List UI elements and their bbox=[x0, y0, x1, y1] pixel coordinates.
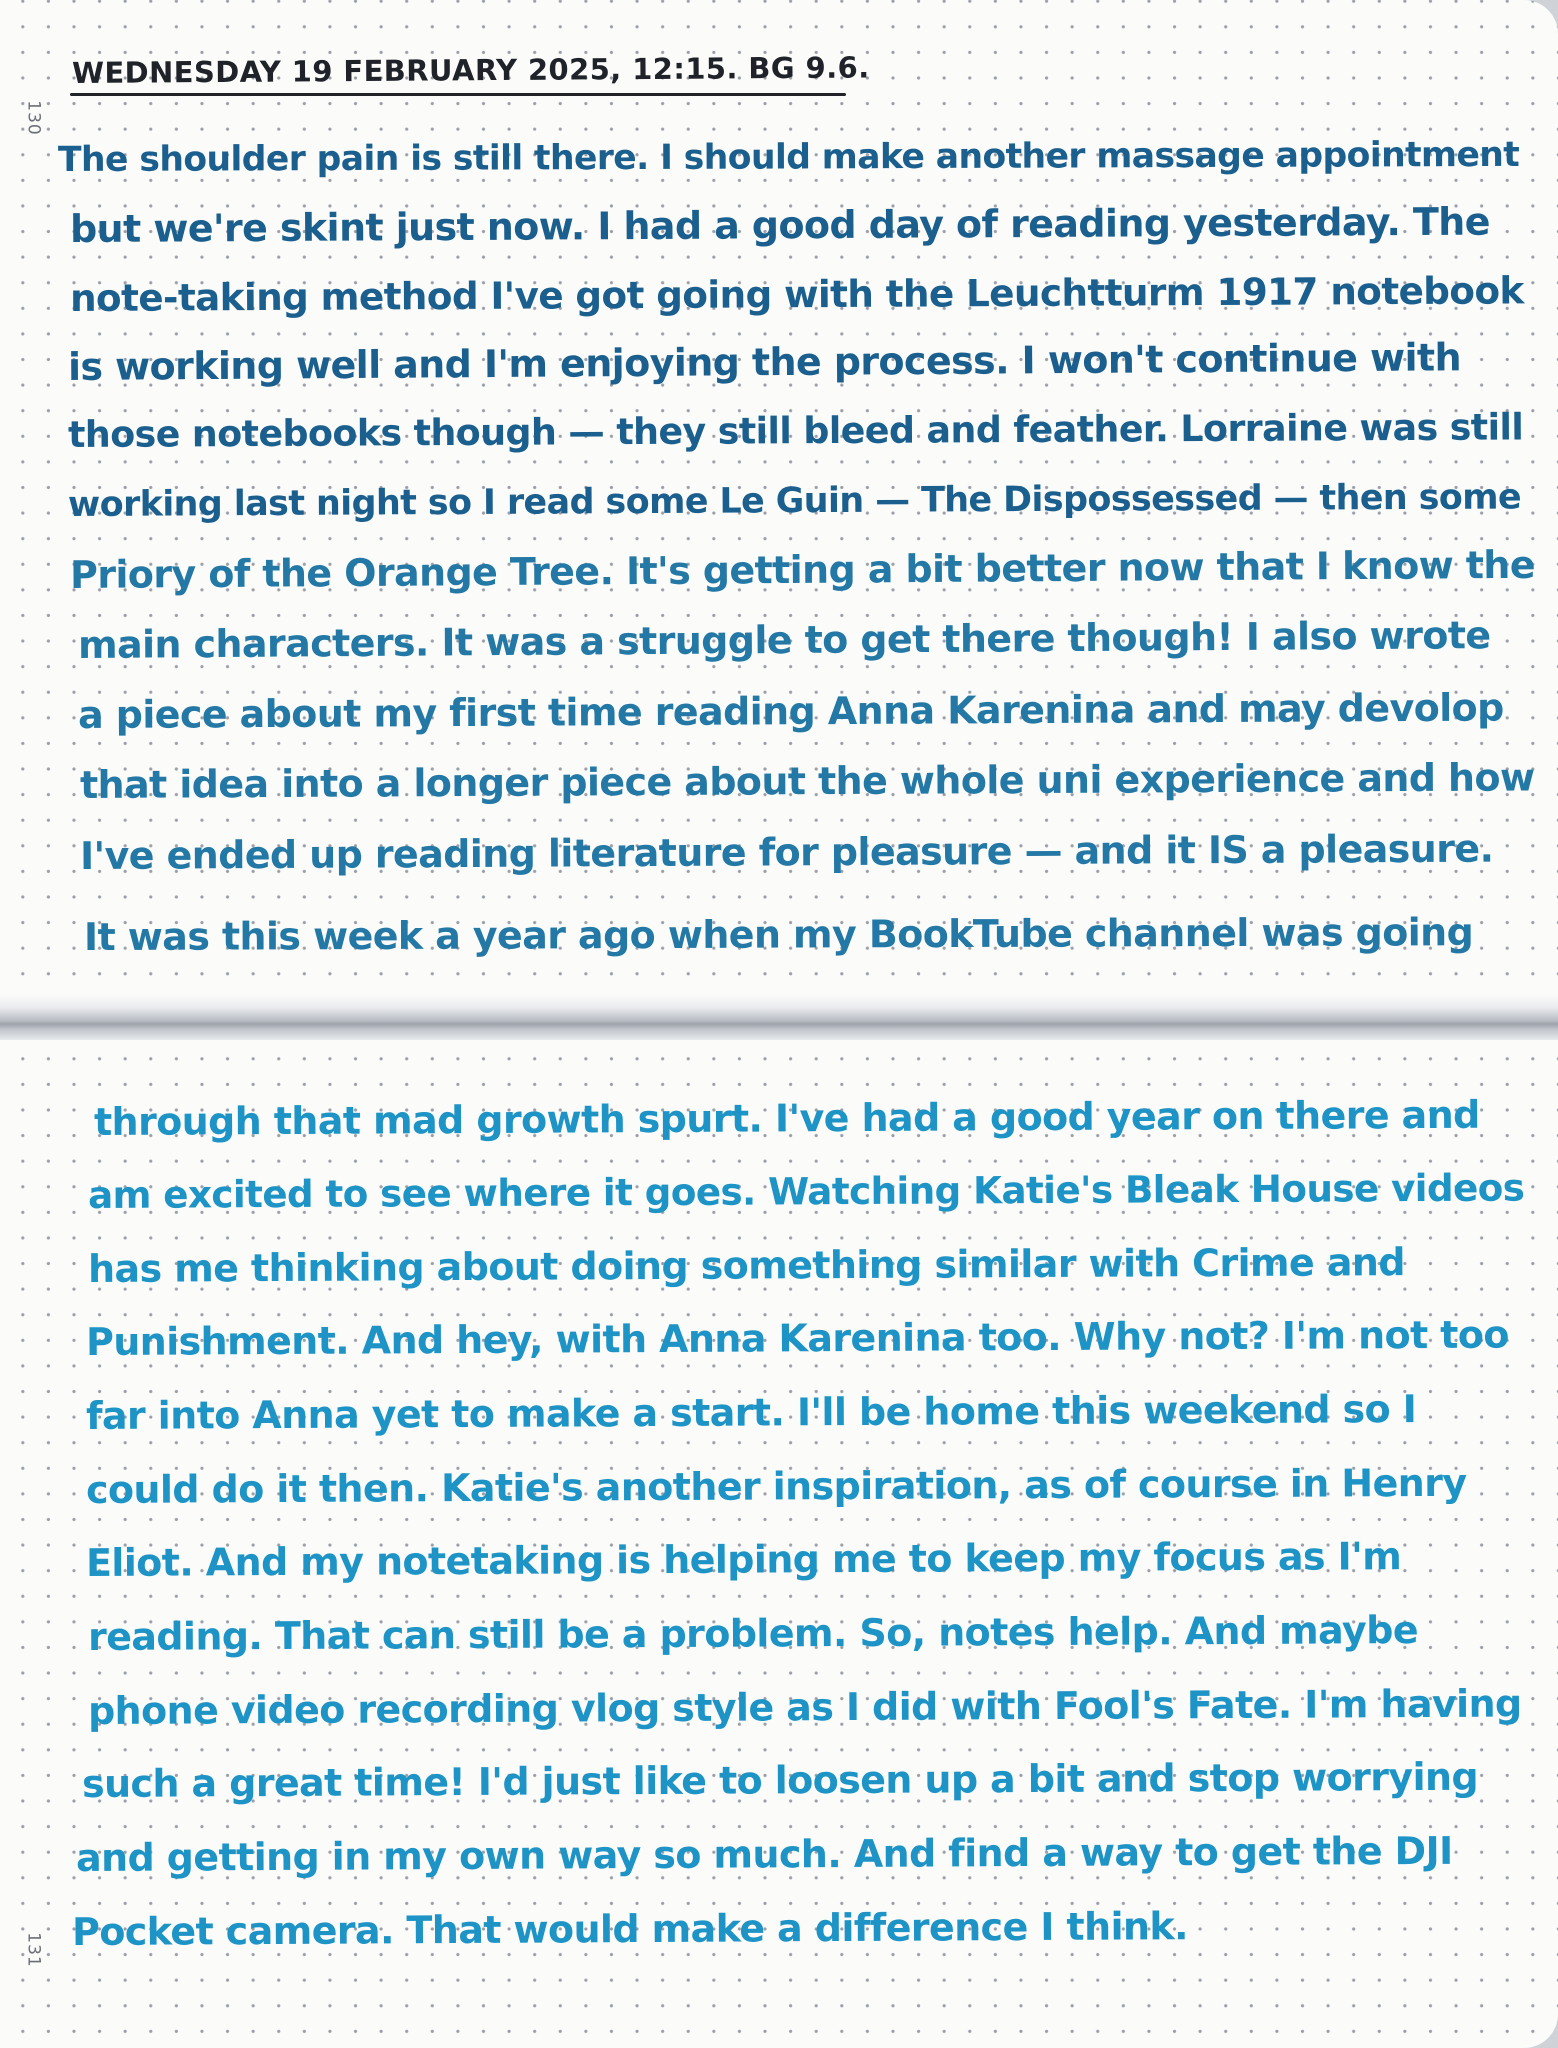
entry-line: and getting in my own way so much. And find a way to get the DJI bbox=[75, 1828, 1453, 1880]
entry-line: has me thinking about doing something similar with Crime and bbox=[87, 1240, 1405, 1291]
entry-line: Eliot. And my notetaking is helping me to keep my focus as I'm bbox=[85, 1534, 1402, 1585]
entry-line: working last night so I read some Le Guin — The Dispossessed — then some bbox=[67, 477, 1522, 525]
entry-line: Pocket camera. That would make a difference I think. bbox=[71, 1904, 1189, 1954]
entry-line: main characters. It was a struggle to get there though! I also wrote bbox=[77, 613, 1491, 667]
entry-line: It was this week a year ago when my BookTube channel was going bbox=[83, 910, 1474, 959]
entry-line: phone video recording vlog style as I did with Fool's Fate. I'm having bbox=[87, 1681, 1522, 1733]
entry-line: is working well and I'm enjoying the process. I won't continue with bbox=[67, 335, 1462, 389]
journal-page-top bbox=[0, 0, 1558, 1010]
entry-line: I've ended up reading literature for pleasure — and it IS a pleasure. bbox=[79, 826, 1494, 878]
page-number-bottom: 131 bbox=[23, 1932, 44, 1968]
entry-line: far into Anna yet to make a start. I'll be home this weekend so I bbox=[85, 1387, 1417, 1438]
entry-line: that idea into a longer piece about the whole uni experience and how bbox=[79, 755, 1535, 807]
entry-line: Punishment. And hey, with Anna Karenina too. Why not? I'm not too bbox=[85, 1312, 1509, 1364]
entry-line: through that mad growth spurt. I've had a good year on there and bbox=[93, 1092, 1480, 1144]
entry-line: note-taking method I've got going with the Leuchtturm 1917 notebook bbox=[69, 268, 1524, 320]
journal-page-bottom bbox=[0, 1040, 1558, 2048]
entry-line: a piece about my first time reading Anna Karenina and may devolop bbox=[77, 685, 1504, 737]
entry-line: could do it then. Katie's another inspiration, as of course in Henry bbox=[85, 1460, 1467, 1512]
entry-line: such a great time! I'd just like to loosen up a bit and stop worrying bbox=[81, 1754, 1479, 1806]
entry-line: those notebooks though — they still bleed and feather. Lorraine was still bbox=[67, 405, 1524, 456]
page-number-top: 130 bbox=[23, 100, 44, 136]
entry-line: reading. That can still be a problem. So, notes help. And maybe bbox=[87, 1608, 1419, 1659]
entry-line: Priory of the Orange Tree. It's getting a bit better now that I know the bbox=[69, 542, 1536, 597]
entry-heading: WEDNESDAY 19 FEBRUARY 2025, 12:15. BG 9.6. bbox=[71, 50, 870, 90]
entry-line: am excited to see where it goes. Watching Katie's Bleak House videos bbox=[87, 1165, 1525, 1217]
entry-line: The shoulder pain is still there. I should make another massage appointment bbox=[57, 134, 1520, 180]
heading-underline bbox=[70, 93, 846, 96]
entry-line: but we're skint just now. I had a good day of reading yesterday. The bbox=[69, 199, 1490, 251]
